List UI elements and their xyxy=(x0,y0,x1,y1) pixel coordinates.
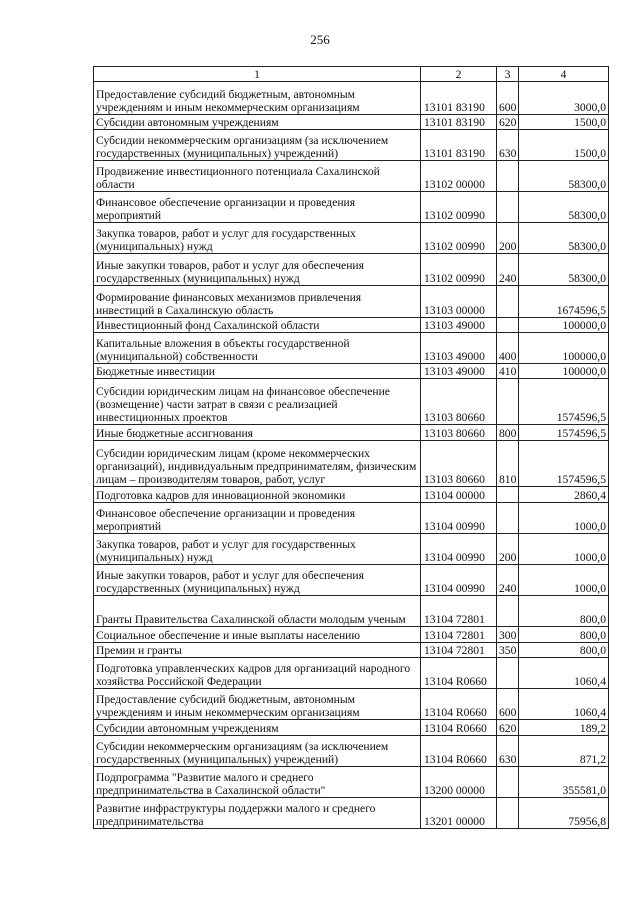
row-amount: 800,0 xyxy=(519,643,609,658)
row-name: Бюджетные инвестиции xyxy=(94,364,421,379)
row-type xyxy=(497,487,519,503)
row-name: Подготовка кадров для инновационной экономики xyxy=(94,487,421,503)
table-row xyxy=(94,798,609,829)
row-name: Субсидии юридическим лицам (кроме некоммерческих организаций), индивидуальным предпринимателям, физическим лицам – производителям товаров, работ, услуг xyxy=(94,441,421,487)
row-name: Предоставление субсидий бюджетным, автономным учреждениям и иным некоммерческим организациям xyxy=(94,689,421,720)
row-amount: 1574596,5 xyxy=(519,379,609,425)
table-row xyxy=(94,286,609,318)
table-row xyxy=(94,720,609,736)
table-row xyxy=(94,223,609,254)
row-name: Субсидии юридическим лицам на финансовое обеспечение (возмещение) части затрат в связи с реализацией инвестиционных проектов xyxy=(94,379,421,425)
row-code: 13103 49000 xyxy=(421,333,497,364)
row-name: Субсидии некоммерческим организациям (за исключением государственных (муниципальных) учреждений) xyxy=(94,736,421,767)
row-amount: 58300,0 xyxy=(519,223,609,254)
row-code: 13104 00990 xyxy=(421,565,497,596)
row-amount: 1574596,5 xyxy=(519,425,609,441)
table-row xyxy=(94,333,609,364)
header-col-4: 4 xyxy=(519,67,609,82)
row-type xyxy=(497,379,519,425)
row-amount: 1060,4 xyxy=(519,658,609,689)
table-row xyxy=(94,425,609,441)
row-code: 13104 R0660 xyxy=(421,689,497,720)
row-code: 13103 49000 xyxy=(421,318,497,333)
row-name: Премии и гранты xyxy=(94,643,421,658)
row-type: 620 xyxy=(497,115,519,130)
row-type xyxy=(497,767,519,798)
row-type: 240 xyxy=(497,565,519,596)
table-row xyxy=(94,643,609,658)
row-name: Иные закупки товаров, работ и услуг для обеспечения государственных (муниципальных) нужд xyxy=(94,254,421,286)
row-type: 600 xyxy=(497,689,519,720)
row-type: 300 xyxy=(497,627,519,643)
row-amount: 58300,0 xyxy=(519,254,609,286)
table-row xyxy=(94,130,609,161)
row-type: 810 xyxy=(497,441,519,487)
table-row xyxy=(94,596,609,627)
row-type: 630 xyxy=(497,130,519,161)
row-amount: 871,2 xyxy=(519,736,609,767)
row-name: Инвестиционный фонд Сахалинской области xyxy=(94,318,421,333)
row-type: 800 xyxy=(497,425,519,441)
table-row xyxy=(94,658,609,689)
row-name: Гранты Правительства Сахалинской области молодым ученым xyxy=(94,596,421,627)
row-code: 13200 00000 xyxy=(421,767,497,798)
row-name: Подпрограмма "Развитие малого и среднего предпринимательства в Сахалинской области" xyxy=(94,767,421,798)
row-code: 13101 83190 xyxy=(421,115,497,130)
row-code: 13102 00990 xyxy=(421,192,497,223)
row-code: 13103 49000 xyxy=(421,364,497,379)
table-row xyxy=(94,736,609,767)
budget-table xyxy=(93,66,609,829)
row-code: 13201 00000 xyxy=(421,798,497,829)
row-type xyxy=(497,658,519,689)
row-type xyxy=(497,318,519,333)
row-type xyxy=(497,286,519,318)
table-row xyxy=(94,82,609,115)
row-name: Субсидии автономным учреждениям xyxy=(94,115,421,130)
table-row xyxy=(94,318,609,333)
row-amount: 1500,0 xyxy=(519,115,609,130)
row-type xyxy=(497,798,519,829)
row-name: Финансовое обеспечение организации и проведения мероприятий xyxy=(94,503,421,534)
row-code: 13101 83190 xyxy=(421,130,497,161)
row-name: Развитие инфраструктуры поддержки малого и среднего предпринимательства xyxy=(94,798,421,829)
row-amount: 1674596,5 xyxy=(519,286,609,318)
row-name: Предоставление субсидий бюджетным, автономным учреждениям и иным некоммерческим организациям xyxy=(94,82,421,115)
row-code: 13104 72801 xyxy=(421,643,497,658)
row-code: 13104 R0660 xyxy=(421,658,497,689)
row-type xyxy=(497,192,519,223)
row-name: Капитальные вложения в объекты государственной (муниципальной) собственности xyxy=(94,333,421,364)
row-amount: 189,2 xyxy=(519,720,609,736)
table-row xyxy=(94,254,609,286)
row-code: 13104 72801 xyxy=(421,627,497,643)
row-type: 600 xyxy=(497,82,519,115)
row-code: 13104 00990 xyxy=(421,534,497,565)
row-amount: 800,0 xyxy=(519,596,609,627)
row-code: 13103 80660 xyxy=(421,425,497,441)
row-name: Подготовка управленческих кадров для организаций народного хозяйства Российской Федерации xyxy=(94,658,421,689)
row-amount: 355581,0 xyxy=(519,767,609,798)
row-name: Иные закупки товаров, работ и услуг для обеспечения государственных (муниципальных) нужд xyxy=(94,565,421,596)
row-code: 13104 R0660 xyxy=(421,720,497,736)
row-code: 13104 R0660 xyxy=(421,736,497,767)
row-name: Закупка товаров, работ и услуг для государственных (муниципальных) нужд xyxy=(94,534,421,565)
row-code: 13102 00990 xyxy=(421,223,497,254)
row-name: Социальное обеспечение и иные выплаты населению xyxy=(94,627,421,643)
row-amount: 58300,0 xyxy=(519,192,609,223)
row-type: 400 xyxy=(497,333,519,364)
row-code: 13103 80660 xyxy=(421,379,497,425)
row-amount: 100000,0 xyxy=(519,333,609,364)
row-amount: 1574596,5 xyxy=(519,441,609,487)
row-code: 13104 00990 xyxy=(421,503,497,534)
row-type: 620 xyxy=(497,720,519,736)
row-type: 630 xyxy=(497,736,519,767)
row-name: Финансовое обеспечение организации и проведения мероприятий xyxy=(94,192,421,223)
row-type: 200 xyxy=(497,534,519,565)
row-name: Продвижение инвестиционного потенциала Сахалинской области xyxy=(94,161,421,192)
row-name: Субсидии некоммерческим организациям (за исключением государственных (муниципальных) учреждений) xyxy=(94,130,421,161)
table-row xyxy=(94,627,609,643)
table-row xyxy=(94,379,609,425)
row-code: 13102 00990 xyxy=(421,254,497,286)
row-type xyxy=(497,161,519,192)
table-row xyxy=(94,689,609,720)
table-row xyxy=(94,503,609,534)
row-type xyxy=(497,596,519,627)
row-amount: 58300,0 xyxy=(519,161,609,192)
page-number: 256 xyxy=(310,32,330,47)
row-code: 13101 83190 xyxy=(421,82,497,115)
table-row xyxy=(94,767,609,798)
row-code: 13103 00000 xyxy=(421,286,497,318)
row-amount: 1500,0 xyxy=(519,130,609,161)
row-amount: 1000,0 xyxy=(519,534,609,565)
row-type: 410 xyxy=(497,364,519,379)
header-col-1: 1 xyxy=(94,67,421,82)
header-col-3: 3 xyxy=(497,67,519,82)
row-code: 13103 80660 xyxy=(421,441,497,487)
row-amount: 75956,8 xyxy=(519,798,609,829)
row-amount: 100000,0 xyxy=(519,364,609,379)
row-name: Субсидии автономным учреждениям xyxy=(94,720,421,736)
row-amount: 800,0 xyxy=(519,627,609,643)
row-code: 13104 72801 xyxy=(421,596,497,627)
table-row xyxy=(94,487,609,503)
row-code: 13104 00000 xyxy=(421,487,497,503)
table-row xyxy=(94,441,609,487)
table-row xyxy=(94,161,609,192)
row-amount: 2860,4 xyxy=(519,487,609,503)
row-name: Закупка товаров, работ и услуг для государственных (муниципальных) нужд xyxy=(94,223,421,254)
row-type: 240 xyxy=(497,254,519,286)
row-type: 200 xyxy=(497,223,519,254)
row-amount: 100000,0 xyxy=(519,318,609,333)
row-amount: 1000,0 xyxy=(519,565,609,596)
header-col-2: 2 xyxy=(421,67,497,82)
table-header-row xyxy=(94,67,609,82)
table-row xyxy=(94,534,609,565)
table-row xyxy=(94,364,609,379)
row-amount: 1000,0 xyxy=(519,503,609,534)
table-row xyxy=(94,115,609,130)
row-name: Иные бюджетные ассигнования xyxy=(94,425,421,441)
table-row xyxy=(94,192,609,223)
row-name: Формирование финансовых механизмов привлечения инвестиций в Сахалинскую область xyxy=(94,286,421,318)
row-type: 350 xyxy=(497,643,519,658)
table-body xyxy=(94,82,609,829)
table-row xyxy=(94,565,609,596)
row-amount: 1060,4 xyxy=(519,689,609,720)
row-amount: 3000,0 xyxy=(519,82,609,115)
row-type xyxy=(497,503,519,534)
row-code: 13102 00000 xyxy=(421,161,497,192)
